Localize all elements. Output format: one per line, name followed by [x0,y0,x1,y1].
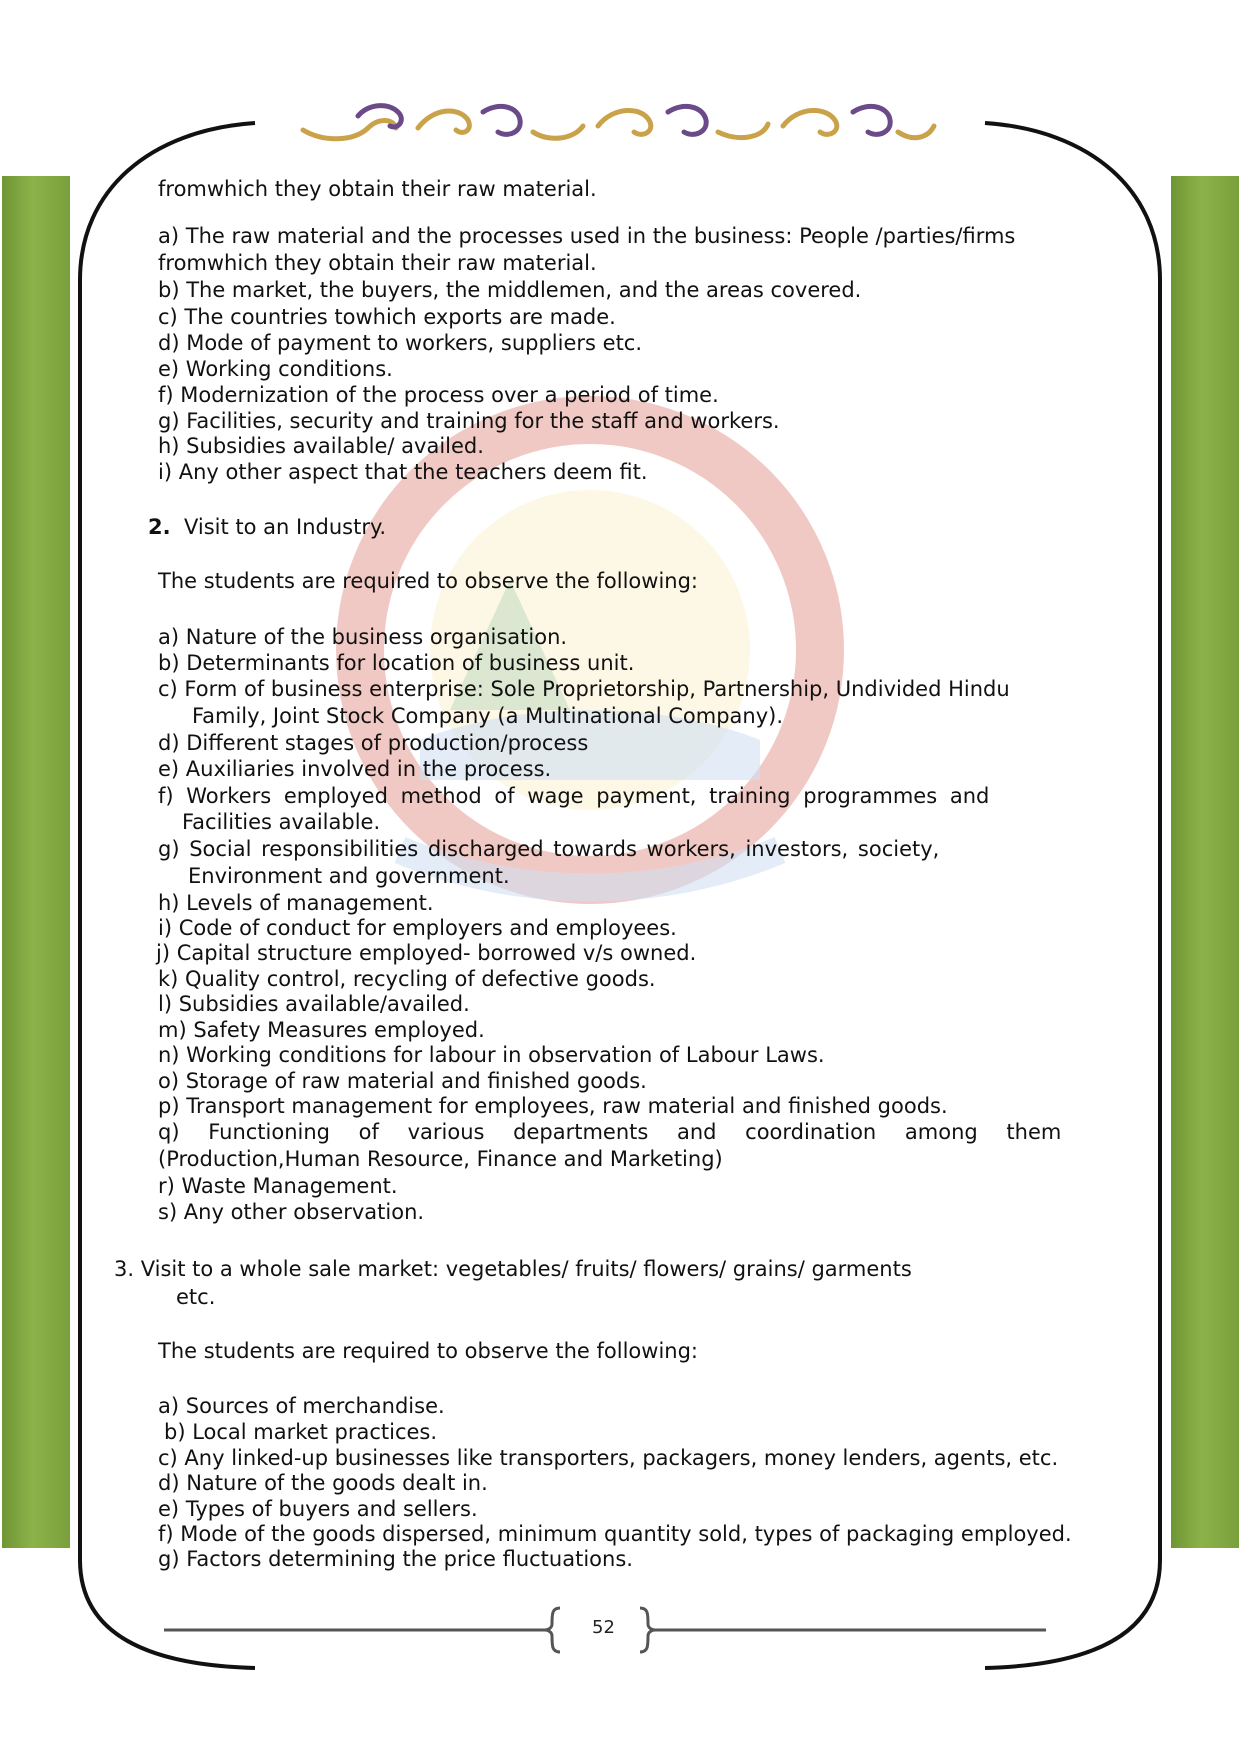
list-item: f) Workers employed method of wage payment, training programmes and [158,784,990,808]
list-item: g) Facilities, security and training for the staff and workers. [158,409,780,433]
list-item: d) Different stages of production/process [158,731,589,755]
list-item: k) Quality control, recycling of defective goods. [158,967,656,991]
list-item: m) Safety Measures employed. [158,1018,485,1042]
list-item: b) Determinants for location of business unit. [158,651,635,675]
list-item: p) Transport management for employees, raw material and finished goods. [158,1094,948,1118]
list-item: Facilities available. [182,810,381,834]
list-item: g) Factors determining the price fluctuations. [158,1547,633,1571]
list-item: fromwhich they obtain their raw material. [158,251,597,275]
list-item: b) The market, the buyers, the middlemen, and the areas covered. [158,278,862,302]
list-item: a) The raw material and the processes used in the business: People /parties/firms [158,224,1016,248]
page-number: 52 [592,1617,615,1638]
section-title: Visit to an Industry. [184,515,387,539]
list-item: j) Capital structure employed- borrowed v/s owned. [156,941,697,965]
list-item: c) Form of business enterprise: Sole Proprietorship, Partnership, Undivided Hindu [158,677,1010,701]
list-item: b) Local market practices. [164,1420,438,1444]
list-item: s) Any other observation. [158,1200,425,1224]
section-intro: The students are required to observe the following: [158,1339,699,1363]
list-item: l) Subsidies available/availed. [158,992,470,1016]
list-item: h) Levels of management. [158,891,434,915]
list-item: d) Mode of payment to workers, suppliers etc. [158,331,643,355]
list-item: h) Subsidies available/ availed. [158,434,484,458]
list-item: e) Auxiliaries involved in the process. [158,757,552,781]
section-title: 3. Visit to a whole sale market: vegetables/ fruits/ flowers/ grains/ garments [114,1257,912,1281]
section-title-continued: etc. [176,1285,216,1309]
list-item: c) Any linked-up businesses like transporters, packagers, money lenders, agents, etc. [158,1446,1059,1470]
list-item: q) Functioning of various departments and coordination among them [158,1120,1062,1144]
list-item: c) The countries towhich exports are made. [158,305,616,329]
list-item: n) Working conditions for labour in observation of Labour Laws. [158,1043,825,1067]
list-item: i) Code of conduct for employers and employees. [158,916,677,940]
section-number: 2. [148,515,171,539]
continuation-text: fromwhich they obtain their raw material. [158,177,597,201]
list-item: a) Sources of merchandise. [158,1394,445,1418]
list-item: a) Nature of the business organisation. [158,625,568,649]
list-item: f) Mode of the goods dispersed, minimum quantity sold, types of packaging employed. [158,1522,1072,1546]
list-item: e) Working conditions. [158,357,393,381]
list-item: i) Any other aspect that the teachers deem fit. [158,460,648,484]
list-item: g) Social responsibilities discharged towards workers, investors, society, [158,837,940,861]
list-item: Family, Joint Stock Company (a Multinational Company). [192,704,784,728]
list-item: (Production,Human Resource, Finance and Marketing) [158,1147,723,1171]
list-item: d) Nature of the goods dealt in. [158,1471,488,1495]
list-item: e) Types of buyers and sellers. [158,1497,478,1521]
list-item: r) Waste Management. [158,1174,398,1198]
list-item: f) Modernization of the process over a period of time. [158,383,719,407]
section-intro: The students are required to observe the following: [158,569,699,593]
list-item: Environment and government. [188,864,510,888]
list-item: o) Storage of raw material and finished goods. [158,1069,647,1093]
